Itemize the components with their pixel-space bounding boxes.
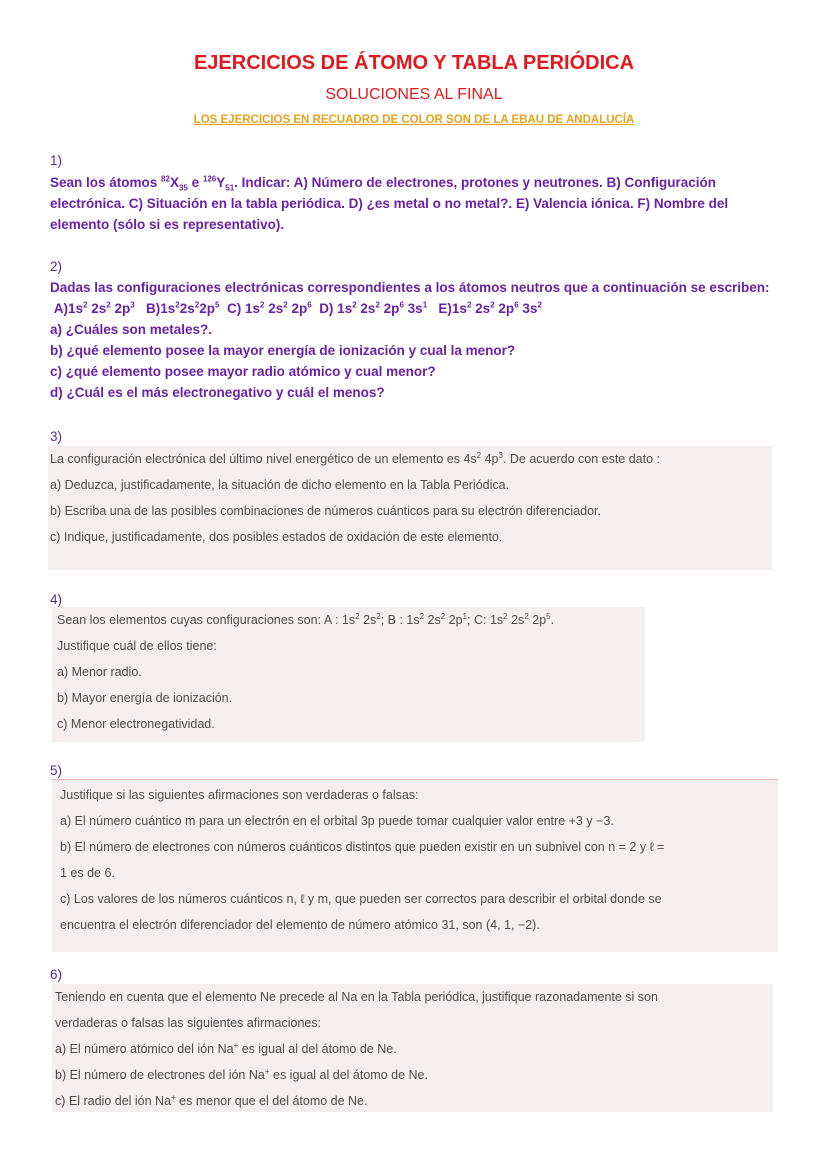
question-d: d) ¿Cuál es el más electronegativo y cuál el menos? [50,385,385,400]
question-c: c) Indique, justificadamente, dos posibles estados de oxidación de este elemento. [50,530,503,544]
question-a: a) ¿Cuáles son metales?. [50,322,213,337]
question-c: c) ¿qué elemento posee mayor radio atómico y cual menor? [50,364,436,379]
exercise-1-number: 1) [50,153,63,168]
exercise-4-box: Sean los elementos cuyas configuraciones son: A : $1s^2$ $2s^2$; B : $1s^2$ $2s^2$ $2p^1$; C: $1s^2$ $2s^2$ $2p^5$. Justifique cuál de ellos tiene: a) Menor radio. b) Mayor energía de ionización. c) Menor electronegatividad. [52,607,645,742]
question-b: b) El número de electrones del ión Na+ es igual al del átomo de Ne. [55,1066,428,1082]
exercise-3-box: La configuración electrónica del último nivel energético de un elemento es $4s^2$ $4p^3$. De acuerdo con este dato : a) Deduzca, justificadamente, la situación de dicho elemento en la Tabla Periódica. b) Escriba una de las posibles combinaciones de números cuánticos para su electrón diferenciador. c) Indique, justificadamente, dos posibles estados de oxidación de este elemento. [48,446,772,570]
page-title: EJERCICIOS DE ÁTOMO Y TABLA PERIÓDICA [193,52,635,74]
ebau-note: LOS EJERCICIOS EN RECUADRO DE COLOR SON DE LA EBAU DE ANDALUCÍA [193,114,635,126]
question-a: a) El número atómico del ión Na+ es igual al del átomo de Ne. [55,1040,397,1056]
exercise-2-number: 2) [50,259,63,274]
question-a: a) Deduzca, justificadamente, la situación de dicho elemento en la Tabla Periódica. [50,478,510,492]
question-a: a) El número cuántico m para un electrón en el orbital 3p puede tomar cualquier valor entre +3 y −3. [60,814,614,828]
exercise-3-number: 3) [50,429,63,444]
question-b: b) El número de electrones con números cuánticos distintos que pueden existir en un subnivel con n = 2 y ℓ = [60,840,665,854]
question-b: b) ¿qué elemento posee la mayor energía de ionización y cual la menor? [50,343,516,358]
exercise-1-text: Sean los átomos $^{82}X_{35}$ e $^{126}Y_{51}$. Indicar: A) Número de electrones, protones y neutrones. B) Configuración electrónica. C) Situación en la tabla periódica. D) ¿es metal o no metal?. E) Valencia iónica. F) Nombre del elemento (sólo si es representativo). [50,174,729,232]
question-c: c) Menor electronegatividad. [57,717,215,731]
exercise-6-number: 6) [50,967,63,982]
exercise-5-box: Justifique si las siguientes afirmaciones son verdaderas o falsas: a) El número cuántico m para un electrón en el orbital 3p puede tomar cualquier valor entre +3 y −3. b) El número de electrones con números cuánticos distintos que pueden existir en un subnivel con n = 2 y ℓ = 1 es de 6. c) Los valores de los números cuánticos n, ℓ y m, que pueden ser correctos para describir el orbital donde se encuentra el electrón diferenciador del elemento de número atómico 31, son (4, 1, −2). [52,779,778,952]
exercise-5-number: 5) [50,763,63,778]
question-a: a) Menor radio. [57,665,142,679]
exercise-6-box: Teniendo en cuenta que el elemento Ne precede al Na en la Tabla periódica, justifique razonadamente si son verdaderas o falsas las siguientes afirmaciones: a) El número atómico del ión Na+ es igual al del átomo de Ne. b) El número de electrones del ión Na+ es igual al del átomo de Ne. c) El radio del ión Na+ es menor que el del átomo de Ne. [52,984,773,1112]
question-b: b) Escriba una de las posibles combinaciones de números cuánticos para su electrón diferenciador. [50,504,602,518]
exercise-2-intro: Dadas las configuraciones electrónicas correspondientes a los átomos neutros que a continuación se escriben: $A)1s^2$ $2s^2$ $2p^3$ $B)1s^22s^22p^5$ C) $1s^2$ $2s^2$ $2p^6$ D) $1s^2$ $2s^2$ $2p^6$ $3s^1$ $E)1s^2$ $2s^2$ $2p^6$ $3s^2$ [50,280,770,316]
exercise-2-text [50,277,780,403]
exercise-4-number: 4) [50,592,63,607]
page-subtitle: SOLUCIONES AL FINAL [325,86,503,103]
question-b: b) Mayor energía de ionización. [57,691,233,705]
question-c: c) Los valores de los números cuánticos n, ℓ y m, que pueden ser correctos para describir el orbital donde se [60,892,662,906]
question-c: c) El radio del ión Na+ es menor que el del átomo de Ne. [55,1092,368,1108]
